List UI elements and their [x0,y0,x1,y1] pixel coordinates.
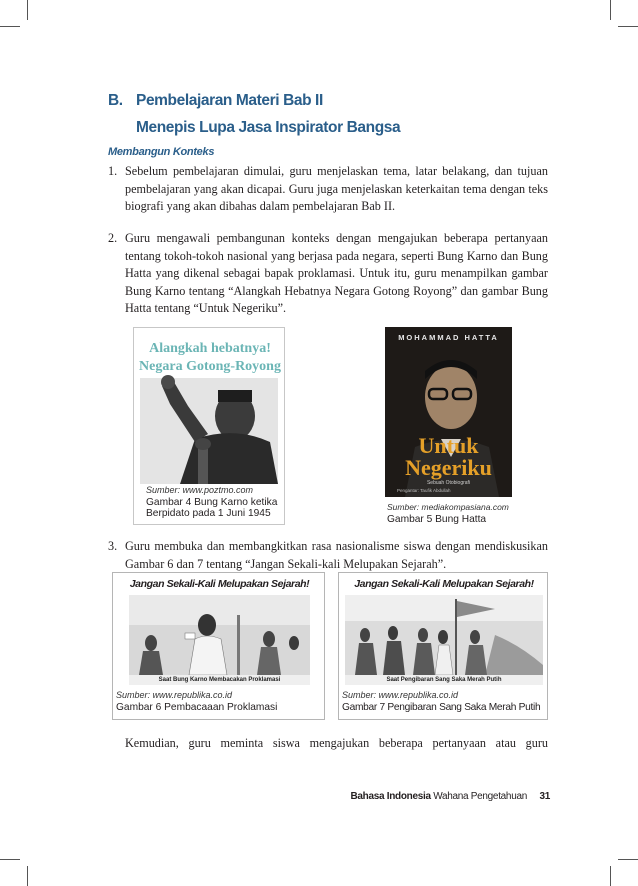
crop-mark [0,26,20,27]
cover-title-line2: Negeriku [405,455,492,480]
section-number: B. [108,92,123,109]
fig7-source: Sumber: www.republika.co.id [342,690,459,700]
flag-raising-scene-icon [345,595,543,675]
crop-mark [27,866,28,886]
proklamasi-photo [129,595,310,685]
cover-title-line1: Untuk [418,433,479,458]
page-footer [351,791,551,802]
section-title-line2: Menepis Lupa Jasa Inspirator Bangsa [136,119,401,136]
cover-author: MOHAMMAD HATTA [398,333,499,342]
fig4-banner-line2: Negara Gotong-Royong [139,359,281,374]
fig5-caption: Gambar 5 Bung Hatta [387,513,487,525]
crop-mark [0,859,20,860]
crop-mark [610,866,611,886]
crop-mark [27,0,28,20]
closing-text: Kemudian, guru meminta siswa mengajukan beberapa pertanyaan atau guru [125,736,548,750]
crop-mark [618,859,638,860]
fig6-source: Sumber: www.republika.co.id [116,690,233,700]
fig6-strip-title: Jangan Sekali-Kali Melupakan Sejarah! [129,578,310,590]
figure-6 [112,572,325,720]
fig5-source: Sumber: mediakompasiana.com [387,502,509,512]
subheading: Membangun Konteks [108,146,215,158]
list-text: Guru membuka dan membangkitkan rasa nasionalisme siswa dengan mendiskusikan Gambar 6 dan 7 tentang “Jangan Sekali-kali Melupakan Sejarah”. [125,539,548,571]
fig7-photo-caption: Saat Pengibaran Sang Saka Merah Putih [345,675,543,685]
fig6-caption: Gambar 6 Pembacaaan Proklamasi [116,701,278,713]
proklamasi-scene-icon [129,595,310,675]
footer-subtitle: Wahana Pengetahuan [433,791,527,802]
fig4-banner-line1: Alangkah hebatnya! [149,341,271,356]
list-number: 1. [108,164,118,178]
list-text: Guru mengawali pembangunan konteks dengan mengajukan beberapa pertanyaan tentang tokoh-tokoh nasional yang berjasa pada negara, seperti Bung Karno dan Bung Hatta yang dikenal sebagai bapak proklamasi. Untuk itu, guru menampilkan gambar Bung Karno tentang “Alangkah Hebatnya Negara Gotong Royong” dan gambar Bung Hatta tentang “Untuk Negeriku”. [125,231,548,316]
crop-mark [618,26,638,27]
list-number: 2. [108,231,118,245]
list-text: Sebelum pembelajaran dimulai, guru menjelaskan tema, latar belakang, dan tujuan pembelajaran yang akan dicapai. Guru juga menjelaskan keterkaitan tema dengan teks biografi yang akan dibahas dalam pembelajaran Bab II. [125,164,548,214]
figure-7 [338,572,548,720]
figure-4 [133,327,285,525]
list-item-1 [108,163,548,216]
list-item-3 [108,538,548,573]
cover-note: Pengantar: Taufik Abdullah [397,488,451,493]
fig6-caption-block [116,690,326,713]
fig4-caption-block [146,485,286,520]
figure-5 [385,327,512,525]
cover-subtitle: Sebuah Otobiografi [426,480,471,486]
untuk-negeriku-cover [385,327,512,497]
fig7-strip-title: Jangan Sekali-Kali Melupakan Sejarah! [354,578,534,590]
footer-book-title: Bahasa Indonesia [350,791,431,802]
pengibaran-photo [345,595,543,685]
fig5-caption-block [387,502,512,525]
fig4-caption-line1: Gambar 4 Bung Karno ketika [146,496,278,508]
page-number: 31 [539,791,550,802]
section-heading [108,92,323,110]
fig7-caption-block [342,690,549,713]
fig7-caption: Gambar 7 Pengibaran Sang Saka Merah Putih [342,701,541,713]
list-number: 3. [108,539,118,553]
fig4-caption-line2: Berpidato pada 1 Juni 1945 [146,508,271,519]
crop-mark [610,0,611,20]
fig4-banner [134,340,286,376]
fig4-source: Sumber: www.poztmo.com [146,485,254,495]
section-title-line1: Pembelajaran Materi Bab II [136,92,323,109]
fig6-photo-caption: Saat Bung Karno Membacakan Proklamasi [129,675,310,685]
list-item-2 [108,230,548,318]
